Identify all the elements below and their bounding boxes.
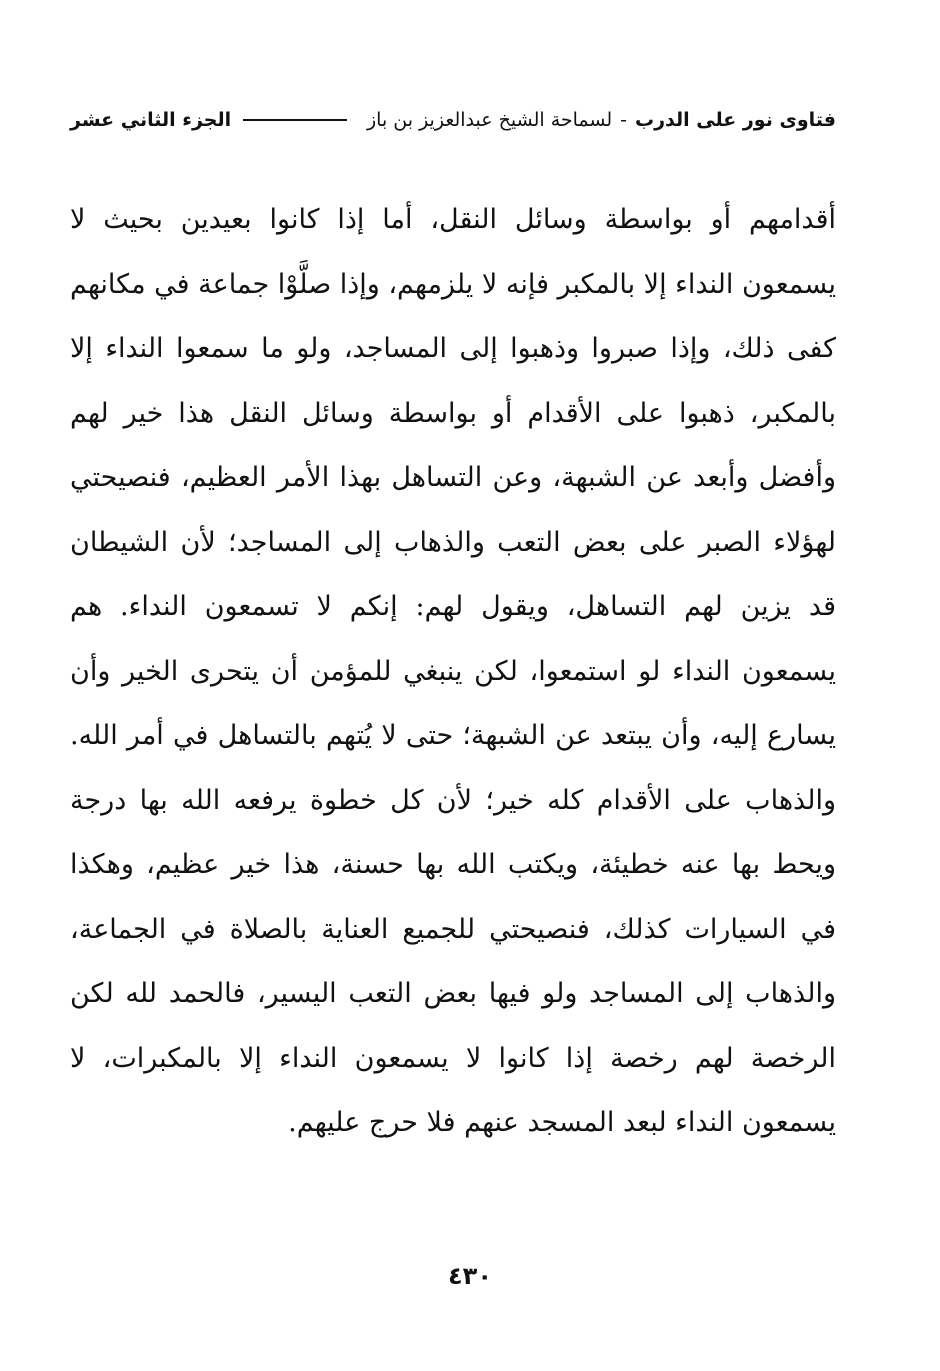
volume-label: الجزء الثاني عشر xyxy=(70,109,232,131)
running-header xyxy=(70,100,836,140)
header-volume-group xyxy=(70,109,347,131)
header-rule xyxy=(243,119,347,121)
header-separator: - xyxy=(620,109,627,131)
page-number: ٤٣٠ xyxy=(448,1262,492,1290)
book-title: فتاوى نور على الدرب xyxy=(635,109,836,131)
author-name: لسماحة الشيخ عبدالعزيز بن باز xyxy=(366,109,613,131)
header-title-group xyxy=(367,109,836,131)
body-paragraph: أقدامهم أو بواسطة وسائل النقل، أما إذا كانوا بعيدين بحيث لا يسمعون النداء إلا بالمكبر فإنه لا يلزمهم، وإذا صلَّوْا جماعة في مكانهم كفى ذلك، وإذا صبروا وذهبوا إلى المساجد، ولو ما سمعوا النداء إلا بالمكبر، ذهبوا على الأقدام أو بواسطة وسائل النقل هذا خير لهم وأفضل وأبعد عن الشبهة، وعن التساهل بهذا الأمر العظيم، فنصيحتي لهؤلاء الصبر على بعض التعب والذهاب إلى المساجد؛ لأن الشيطان قد يزين لهم التساهل، ويقول لهم: إنكم لا تسمعون النداء. هم يسمعون النداء لو استمعوا، لكن ينبغي للمؤمن أن يتحرى الخير وأن يسارع إليه، وأن يبتعد عن الشبهة؛ حتى لا يُتهم بالتساهل في أمر الله. والذهاب على الأقدام كله خير؛ لأن كل خطوة يرفعه الله بها درجة ويحط بها عنه خطيئة، ويكتب الله بها حسنة، هذا خير عظيم، وهكذا في السيارات كذلك، فنصيحتي للجميع العناية بالصلاة في الجماعة، والذهاب إلى المساجد ولو فيها بعض التعب اليسير، فالحمد لله لكن الرخصة لهم رخصة إذا كانوا لا يسمعون النداء إلا بالمكبرات، لا يسمعون النداء لبعد المسجد عنهم فلا حرج عليهم. xyxy=(70,204,836,1138)
